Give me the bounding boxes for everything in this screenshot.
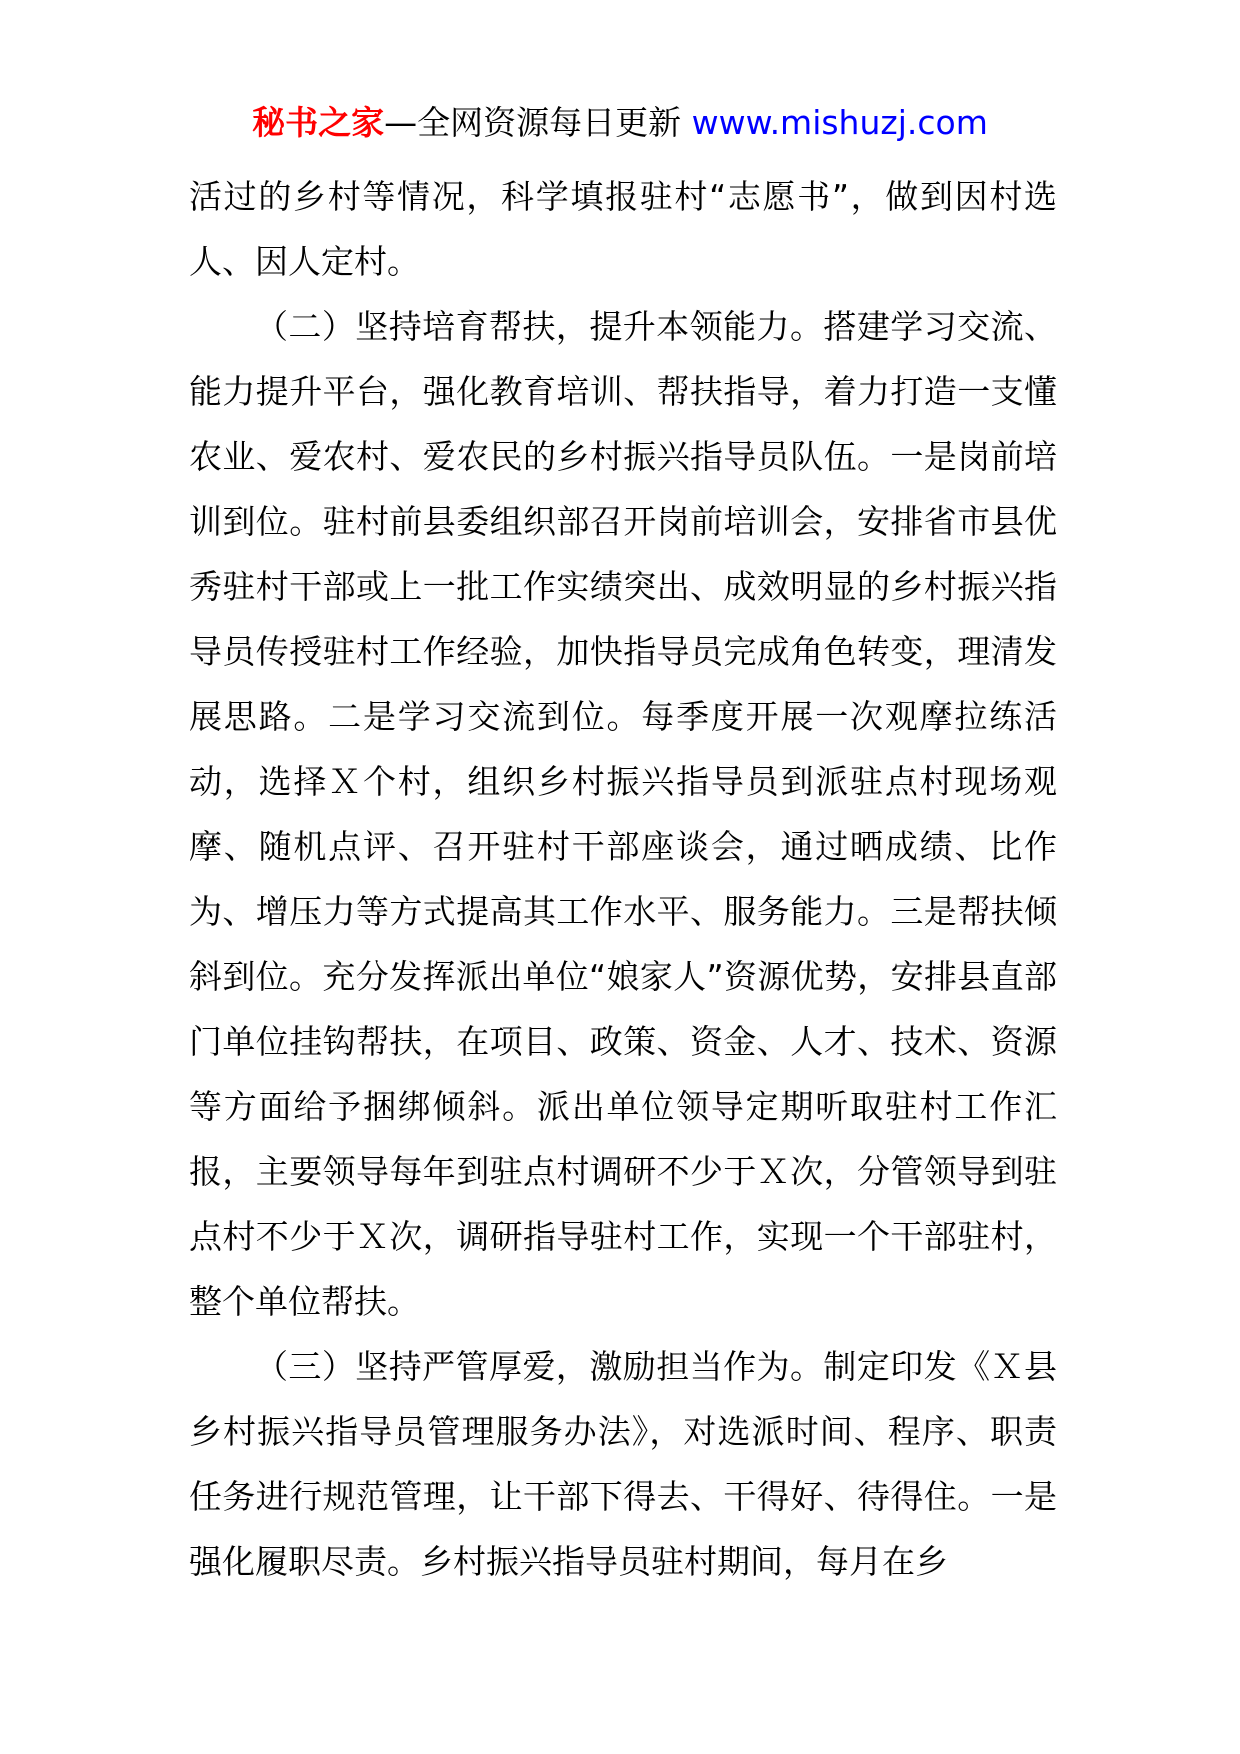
paragraph-section-3: （三）坚持严管厚爱，激励担当作为。制定印发《Ｘ县乡村振兴指导员管理服务办法》，对选派时间、程序、职责任务进行规范管理，让干部下得去、干得好、待得住。一是强化履职尽责。乡村振兴指导员驻村期间，每月在乡 bbox=[189, 1347, 1057, 1581]
site-tagline: —全网资源每日更新 bbox=[384, 103, 682, 142]
site-url-link[interactable]: www.mishuzj.com bbox=[691, 103, 988, 142]
document-body bbox=[189, 164, 1057, 1594]
paragraph-section-2: （二）坚持培育帮扶，提升本领能力。搭建学习交流、能力提升平台，强化教育培训、帮扶指导，着力打造一支懂农业、爱农村、爱农民的乡村振兴指导员队伍。一是岗前培训到位。驻村前县委组织部召开岗前培训会，安排省市县优秀驻村干部或上一批工作实绩突出、成效明显的乡村振兴指导员传授驻村工作经验，加快指导员完成角色转变，理清发展思路。二是学习交流到位。每季度开展一次观摩拉练活动，选择Ｘ个村，组织乡村振兴指导员到派驻点村现场观摩、随机点评、召开驻村干部座谈会，通过晒成绩、比作为、增压力等方式提高其工作水平、服务能力。三是帮扶倾斜到位。充分发挥派出单位“娘家人”资源优势，安排县直部门单位挂钩帮扶，在项目、政策、资金、人才、技术、资源等方面给予捆绑倾斜。派出单位领导定期听取驻村工作汇报，主要领导每年到驻点村调研不少于Ｘ次，分管领导到驻点村不少于Ｘ次，调研指导驻村工作，实现一个干部驻村，整个单位帮扶。 bbox=[189, 307, 1058, 1321]
page-header bbox=[0, 100, 1240, 146]
paragraph-continuation: 活过的乡村等情况，科学填报驻村“志愿书”，做到因村选人、因人定村。 bbox=[189, 177, 1057, 281]
site-brand: 秘书之家 bbox=[252, 103, 385, 142]
